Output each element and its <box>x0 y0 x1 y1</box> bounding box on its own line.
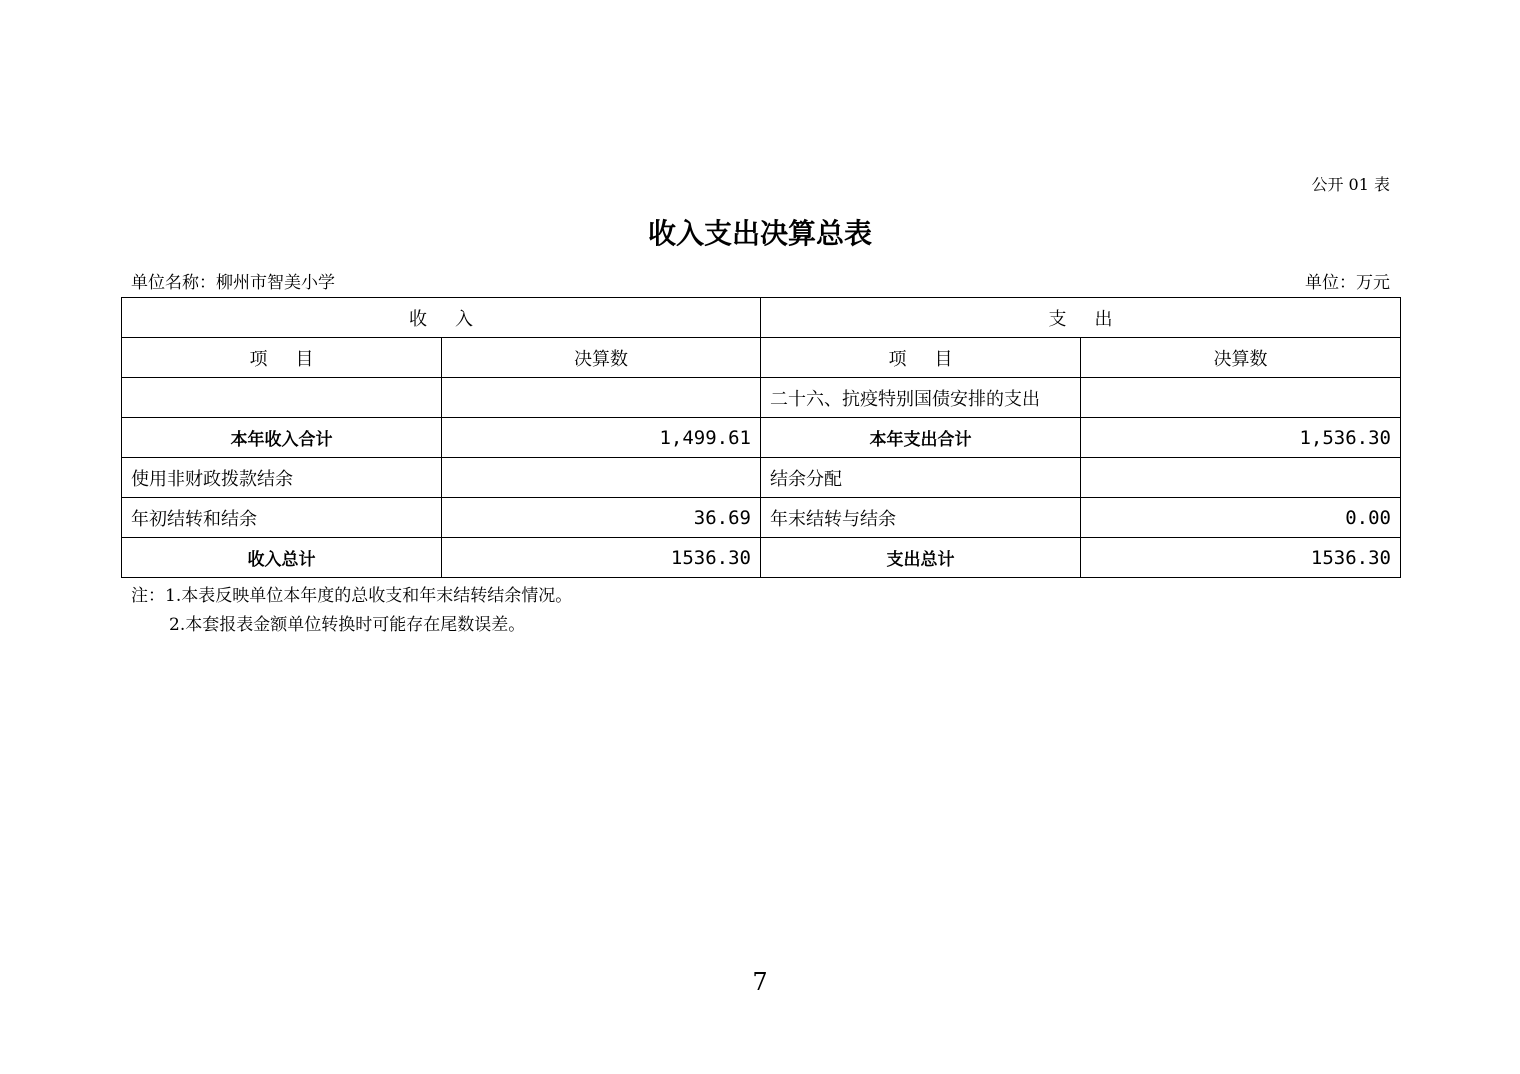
expense-amount: 1,536.30 <box>1081 418 1401 458</box>
income-item-header: 项目 <box>122 338 442 378</box>
income-amount-header: 决算数 <box>442 338 761 378</box>
column-header-row <box>122 338 1401 378</box>
expense-amount: 1536.30 <box>1081 538 1401 578</box>
table-row <box>122 458 1401 498</box>
income-item: 年初结转和结余 <box>122 498 442 538</box>
expense-item: 年末结转与结余 <box>761 498 1081 538</box>
income-amount: 1536.30 <box>442 538 761 578</box>
table-row <box>122 418 1401 458</box>
note-line: 注：1.本表反映单位本年度的总收支和年末结转结余情况。 <box>131 586 573 606</box>
unit-label: 单位：万元 <box>1305 273 1390 293</box>
expense-item: 支出总计 <box>761 538 1081 578</box>
income-amount: 36.69 <box>442 498 761 538</box>
expense-amount-header: 决算数 <box>1081 338 1401 378</box>
note-line: 2.本套报表金额单位转换时可能存在尾数误差。 <box>169 615 526 635</box>
income-item: 收入总计 <box>122 538 442 578</box>
expense-amount <box>1081 378 1401 418</box>
expense-item: 结余分配 <box>761 458 1081 498</box>
expense-amount: 0.00 <box>1081 498 1401 538</box>
expense-item: 本年支出合计 <box>761 418 1081 458</box>
summary-table <box>121 297 1401 578</box>
income-amount: 1,499.61 <box>442 418 761 458</box>
expense-item-header: 项目 <box>761 338 1081 378</box>
income-amount <box>442 378 761 418</box>
income-item: 本年收入合计 <box>122 418 442 458</box>
income-amount <box>442 458 761 498</box>
table-row <box>122 538 1401 578</box>
expense-amount <box>1081 458 1401 498</box>
page-number: 7 <box>752 968 768 996</box>
table-row <box>122 498 1401 538</box>
table-row <box>122 378 1401 418</box>
income-header: 收入 <box>122 298 761 338</box>
form-id: 公开 01 表 <box>1311 175 1390 194</box>
income-item: 使用非财政拨款结余 <box>122 458 442 498</box>
page-title: 收入支出决算总表 <box>647 217 872 250</box>
section-header-row <box>122 298 1401 338</box>
income-item <box>122 378 442 418</box>
unit-name: 单位名称：柳州市智美小学 <box>131 273 335 293</box>
expense-header: 支出 <box>761 298 1401 338</box>
expense-item: 二十六、抗疫特别国债安排的支出 <box>761 378 1081 418</box>
